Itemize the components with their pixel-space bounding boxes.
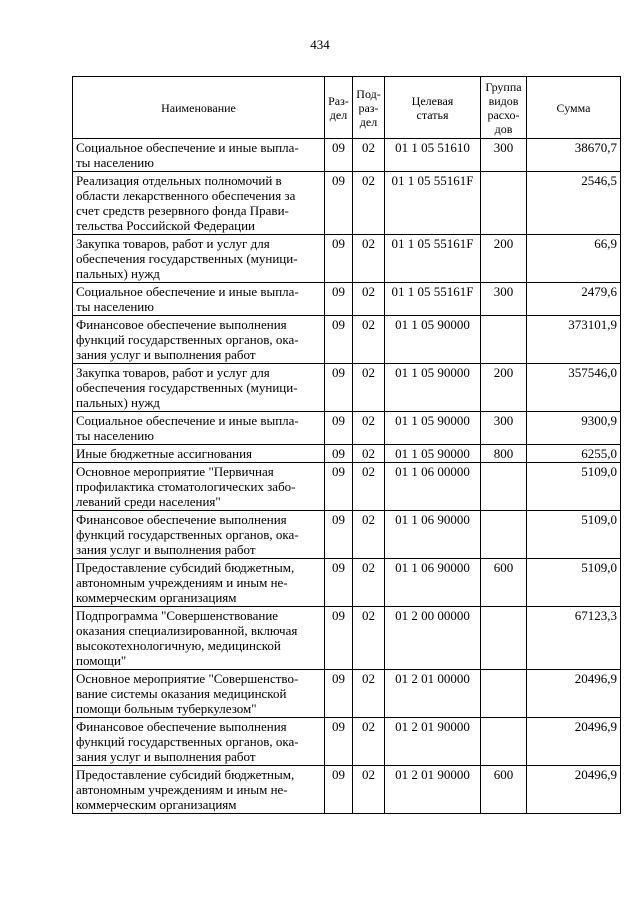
table-row bbox=[73, 283, 621, 316]
cell-sum: 5109,0 bbox=[527, 559, 621, 607]
cell-subsection: 02 bbox=[353, 463, 385, 511]
cell-section: 09 bbox=[325, 364, 353, 412]
cell-subsection: 02 bbox=[353, 412, 385, 445]
cell-section: 09 bbox=[325, 445, 353, 463]
cell-name: Закупка товаров, работ и услуг для обеспечения государственных (муници- пальных) нужд bbox=[73, 364, 325, 412]
cell-name: Основное мероприятие "Первичная профилактика стоматологических забо- леваний среди населения" bbox=[73, 463, 325, 511]
cell-sum: 2546,5 bbox=[527, 172, 621, 235]
cell-sum: 9300,9 bbox=[527, 412, 621, 445]
cell-name: Финансовое обеспечение выполнения функций государственных органов, ока- зания услуг и выполнения работ bbox=[73, 718, 325, 766]
budget-table bbox=[72, 76, 621, 814]
table-row bbox=[73, 364, 621, 412]
cell-sum: 67123,3 bbox=[527, 607, 621, 670]
cell-subsection: 02 bbox=[353, 283, 385, 316]
cell-name: Закупка товаров, работ и услуг для обеспечения государственных (муници- пальных) нужд bbox=[73, 235, 325, 283]
cell-section: 09 bbox=[325, 670, 353, 718]
table-row bbox=[73, 511, 621, 559]
cell-name: Социальное обеспечение и иные выпла- ты населению bbox=[73, 412, 325, 445]
cell-subsection: 02 bbox=[353, 718, 385, 766]
cell-section: 09 bbox=[325, 316, 353, 364]
cell-sum: 5109,0 bbox=[527, 511, 621, 559]
cell-sum: 2479,6 bbox=[527, 283, 621, 316]
cell-target: 01 1 05 55161F bbox=[385, 235, 481, 283]
table-row bbox=[73, 172, 621, 235]
cell-target: 01 1 05 90000 bbox=[385, 316, 481, 364]
cell-subsection: 02 bbox=[353, 172, 385, 235]
cell-sum: 357546,0 bbox=[527, 364, 621, 412]
cell-group: 800 bbox=[481, 445, 527, 463]
cell-subsection: 02 bbox=[353, 139, 385, 172]
cell-section: 09 bbox=[325, 463, 353, 511]
cell-section: 09 bbox=[325, 511, 353, 559]
cell-section: 09 bbox=[325, 766, 353, 814]
cell-section: 09 bbox=[325, 412, 353, 445]
cell-target: 01 2 01 00000 bbox=[385, 670, 481, 718]
cell-sum: 20496,9 bbox=[527, 718, 621, 766]
cell-target: 01 1 06 90000 bbox=[385, 559, 481, 607]
table-row bbox=[73, 607, 621, 670]
page-number: 434 bbox=[310, 37, 330, 52]
cell-target: 01 1 05 55161F bbox=[385, 172, 481, 235]
table-row bbox=[73, 670, 621, 718]
cell-sum: 373101,9 bbox=[527, 316, 621, 364]
cell-subsection: 02 bbox=[353, 235, 385, 283]
table-row bbox=[73, 139, 621, 172]
header-name: Наименование bbox=[73, 77, 325, 139]
cell-section: 09 bbox=[325, 283, 353, 316]
cell-group bbox=[481, 463, 527, 511]
cell-group: 600 bbox=[481, 766, 527, 814]
cell-name: Предоставление субсидий бюджетным, автономным учреждениям и иным не- коммерческим организациям bbox=[73, 559, 325, 607]
table-row bbox=[73, 316, 621, 364]
cell-group: 300 bbox=[481, 283, 527, 316]
cell-sum: 20496,9 bbox=[527, 766, 621, 814]
table-row bbox=[73, 559, 621, 607]
cell-subsection: 02 bbox=[353, 511, 385, 559]
cell-subsection: 02 bbox=[353, 607, 385, 670]
cell-group bbox=[481, 172, 527, 235]
cell-name: Реализация отдельных полномочий в области лекарственного обеспечения за счет средств резервного фонда Прави- тельства Российской Федерации bbox=[73, 172, 325, 235]
table-header-row bbox=[73, 77, 621, 139]
cell-target: 01 1 05 51610 bbox=[385, 139, 481, 172]
table-row bbox=[73, 766, 621, 814]
cell-name: Социальное обеспечение и иные выпла- ты населению bbox=[73, 139, 325, 172]
cell-target: 01 1 06 90000 bbox=[385, 511, 481, 559]
cell-sum: 20496,9 bbox=[527, 670, 621, 718]
cell-target: 01 1 06 00000 bbox=[385, 463, 481, 511]
cell-section: 09 bbox=[325, 559, 353, 607]
table-row bbox=[73, 235, 621, 283]
header-group: Группа видов расхо- дов bbox=[481, 77, 527, 139]
cell-target: 01 2 00 00000 bbox=[385, 607, 481, 670]
cell-target: 01 1 05 90000 bbox=[385, 412, 481, 445]
cell-target: 01 1 05 90000 bbox=[385, 445, 481, 463]
cell-subsection: 02 bbox=[353, 559, 385, 607]
cell-name: Основное мероприятие "Совершенство- вание системы оказания медицинской помощи больным туберкулезом" bbox=[73, 670, 325, 718]
header-section: Раз- дел bbox=[325, 77, 353, 139]
cell-group: 200 bbox=[481, 235, 527, 283]
cell-name: Предоставление субсидий бюджетным, автономным учреждениям и иным не- коммерческим организациям bbox=[73, 766, 325, 814]
cell-target: 01 1 05 55161F bbox=[385, 283, 481, 316]
table-row bbox=[73, 463, 621, 511]
cell-group bbox=[481, 607, 527, 670]
table-row bbox=[73, 445, 621, 463]
cell-subsection: 02 bbox=[353, 670, 385, 718]
cell-group: 200 bbox=[481, 364, 527, 412]
cell-group: 300 bbox=[481, 139, 527, 172]
cell-name: Социальное обеспечение и иные выпла- ты населению bbox=[73, 283, 325, 316]
cell-sum: 6255,0 bbox=[527, 445, 621, 463]
header-subsection: Под- раз- дел bbox=[353, 77, 385, 139]
cell-name: Иные бюджетные ассигнования bbox=[73, 445, 325, 463]
cell-group bbox=[481, 718, 527, 766]
cell-group: 300 bbox=[481, 412, 527, 445]
cell-target: 01 2 01 90000 bbox=[385, 718, 481, 766]
cell-group: 600 bbox=[481, 559, 527, 607]
cell-sum: 5109,0 bbox=[527, 463, 621, 511]
cell-group bbox=[481, 316, 527, 364]
header-target: Целевая статья bbox=[385, 77, 481, 139]
table-row bbox=[73, 412, 621, 445]
cell-section: 09 bbox=[325, 172, 353, 235]
cell-subsection: 02 bbox=[353, 364, 385, 412]
cell-target: 01 2 01 90000 bbox=[385, 766, 481, 814]
table-row bbox=[73, 718, 621, 766]
cell-section: 09 bbox=[325, 718, 353, 766]
cell-subsection: 02 bbox=[353, 316, 385, 364]
cell-name: Финансовое обеспечение выполнения функций государственных органов, ока- зания услуг и выполнения работ bbox=[73, 511, 325, 559]
cell-sum: 38670,7 bbox=[527, 139, 621, 172]
cell-name: Подпрограмма "Совершенствование оказания специализированной, включая высокотехнологичную, медицинской помощи" bbox=[73, 607, 325, 670]
header-sum: Сумма bbox=[527, 77, 621, 139]
cell-sum: 66,9 bbox=[527, 235, 621, 283]
cell-section: 09 bbox=[325, 139, 353, 172]
cell-group bbox=[481, 670, 527, 718]
cell-section: 09 bbox=[325, 607, 353, 670]
cell-section: 09 bbox=[325, 235, 353, 283]
cell-group bbox=[481, 511, 527, 559]
cell-target: 01 1 05 90000 bbox=[385, 364, 481, 412]
cell-subsection: 02 bbox=[353, 445, 385, 463]
cell-subsection: 02 bbox=[353, 766, 385, 814]
cell-name: Финансовое обеспечение выполнения функций государственных органов, ока- зания услуг и выполнения работ bbox=[73, 316, 325, 364]
